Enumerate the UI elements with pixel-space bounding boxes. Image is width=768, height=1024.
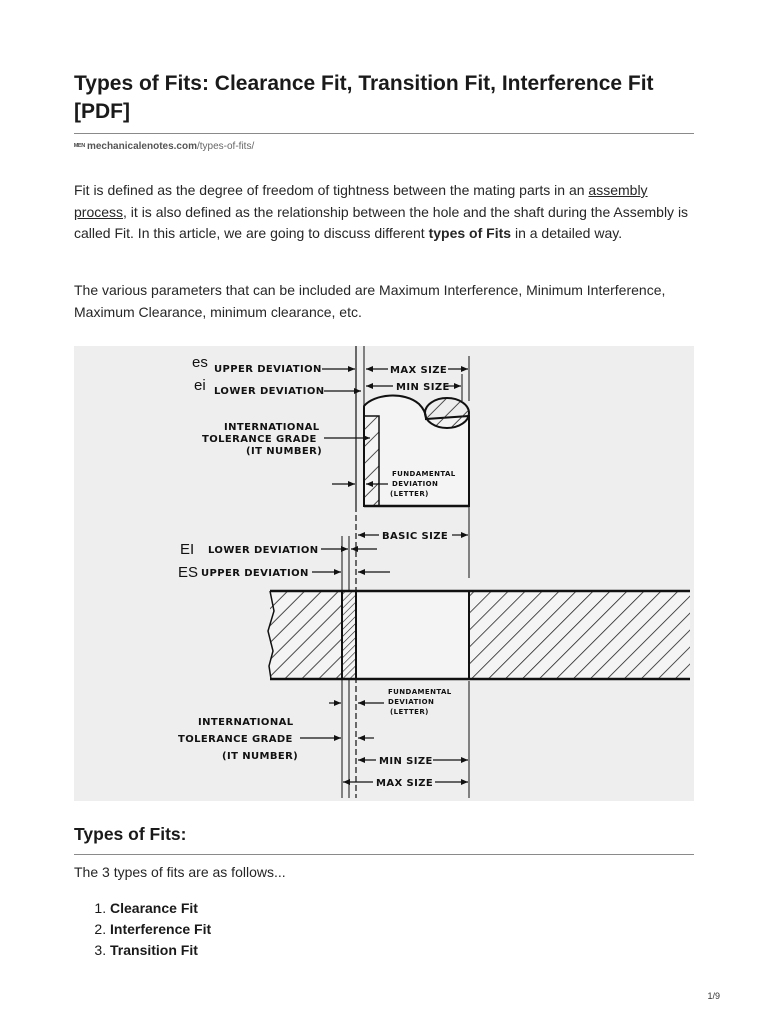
it-grade-line1-bottom: INTERNATIONAL xyxy=(198,717,294,728)
fund-dev-line1-top: FUNDAMENTAL xyxy=(392,470,456,478)
list-item: 1. Clearance Fit xyxy=(110,898,211,919)
fund-dev-line3-top: (LETTER) xyxy=(390,490,429,498)
section-divider xyxy=(74,854,694,855)
intro-text-3: in a detailed way. xyxy=(511,225,623,241)
max-size-label-top: MAX SIZE xyxy=(390,365,448,376)
list-item: 2. Interference Fit xyxy=(110,919,211,940)
page-title: Types of Fits: Clearance Fit, Transition Fit, Interference Fit [PDF] xyxy=(74,72,654,123)
fund-dev-line2-hole: DEVIATION xyxy=(388,698,435,706)
intro-text-1: Fit is defined as the degree of freedom of tightness between the mating parts in an xyxy=(74,182,589,198)
it-grade-line3-bottom: (IT NUMBER) xyxy=(222,751,299,762)
es-symbol: es xyxy=(192,354,208,371)
source-domain: mechanicalenotes.com xyxy=(86,141,197,152)
title-divider xyxy=(74,133,694,134)
page-number: 1/9 xyxy=(707,991,720,1001)
section-heading: Types of Fits: xyxy=(74,824,187,844)
source-url[interactable] xyxy=(74,141,254,152)
intro-paragraph xyxy=(74,180,694,245)
upper-deviation-label-top: UPPER DEVIATION xyxy=(214,364,322,375)
site-favicon-icon: ᴹᴱᴺ xyxy=(74,142,85,151)
EI-symbol: EI xyxy=(180,541,195,558)
it-grade-line1-top: INTERNATIONAL xyxy=(224,422,320,433)
fits-diagram xyxy=(74,346,694,801)
lower-deviation-label-top: LOWER DEVIATION xyxy=(214,386,325,397)
list-item: 3. Transition Fit xyxy=(110,940,211,961)
it-grade-line3-top: (IT NUMBER) xyxy=(246,446,323,457)
fund-dev-line3-hole: (LETTER) xyxy=(390,708,429,716)
fit-types-list xyxy=(74,898,211,961)
ei-symbol: ei xyxy=(194,377,206,394)
tolerance-diagram-svg xyxy=(74,346,694,801)
basic-size-label: BASIC SIZE xyxy=(382,531,449,542)
source-path: /types-of-fits/ xyxy=(196,141,255,152)
min-size-label-bottom: MIN SIZE xyxy=(379,756,433,767)
it-grade-line2-top: TOLERANCE GRADE xyxy=(202,434,317,445)
min-size-label-top: MIN SIZE xyxy=(396,382,450,393)
upper-deviation-label-hole: UPPER DEVIATION xyxy=(201,568,309,579)
assembly-process-link[interactable]: assembly process xyxy=(74,182,648,220)
intro-text-2: , it is also defined as the relationship between the hole and the shaft during the Assembly is called Fit. In this article, we are going to discuss different xyxy=(74,203,689,241)
types-of-fits-emphasis: types of Fits xyxy=(428,225,512,241)
fund-dev-line2-top: DEVIATION xyxy=(392,480,439,488)
max-size-label-bottom: MAX SIZE xyxy=(376,778,434,789)
fund-dev-line1-hole: FUNDAMENTAL xyxy=(388,688,452,696)
fits-intro: The 3 types of fits are as follows... xyxy=(74,864,286,880)
parameters-paragraph: The various parameters that can be included are Maximum Interference, Minimum Interference, Maximum Clearance, minimum clearance, etc. xyxy=(74,282,666,320)
it-grade-line2-bottom: TOLERANCE GRADE xyxy=(178,734,293,745)
ES-symbol: ES xyxy=(178,564,199,581)
lower-deviation-label-hole: LOWER DEVIATION xyxy=(208,545,319,556)
